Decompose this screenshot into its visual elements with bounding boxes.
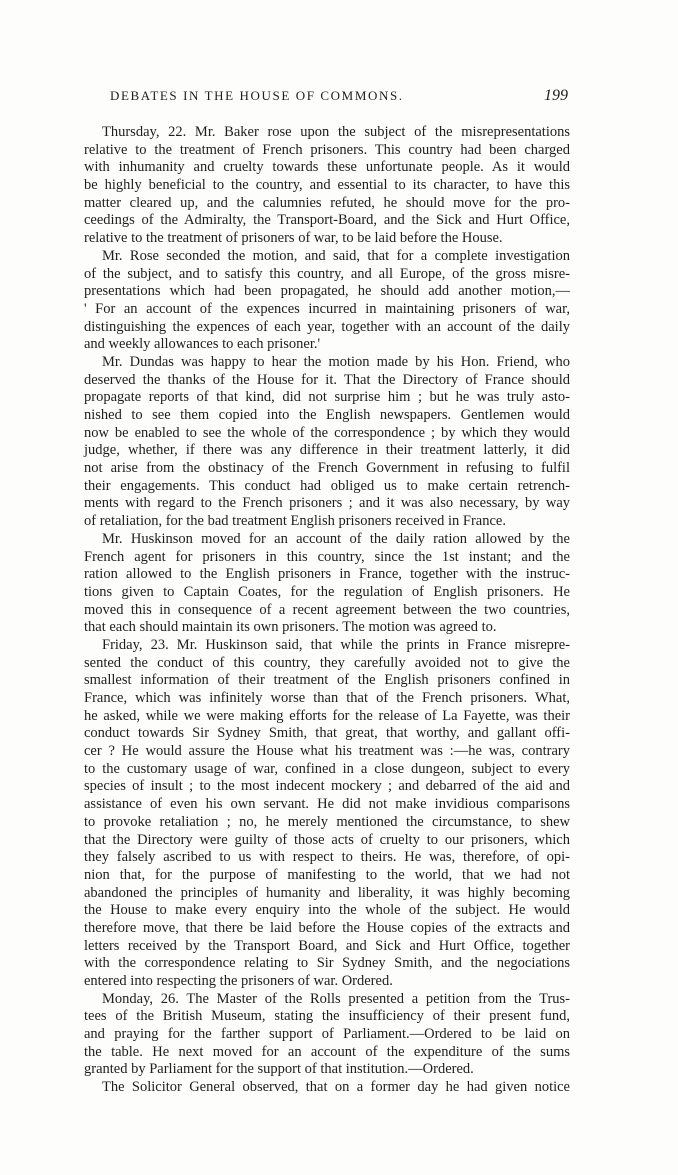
running-title: DEBATES IN THE HOUSE OF COMMONS. [110,88,404,103]
text-line: of the subject, and to satisfy this country, and all Europe, of the gross misre- [84,265,570,282]
text-line: deserved the thanks of the House for it. That the Directory of France should [84,371,570,388]
paragraph [84,124,570,248]
text-line: The Solicitor General observed, that on a former day he had given notice [102,1079,570,1096]
text-line: tions given to Captain Coates, for the regulation of English prisoners. He [84,583,570,600]
text-line: Thursday, 22. Mr. Baker rose upon the subject of the misrepresentations [102,124,570,140]
text-line: presentations which had been propagated, he should add another motion,— [84,283,570,300]
text-line: Mr. Rose seconded the motion, and said, that for a complete investigation [102,247,570,264]
text-line: cer ? He would assure the House what his treatment was :—he was, contrary [84,743,570,760]
text-line: he asked, while we were making efforts for the release of La Fayette, was their [84,707,570,724]
text-line: smallest information of their treatment of the English prisoners confined in [84,672,570,689]
text-line: letters received by the Transport Board, and Sick and Hurt Office, together [84,937,570,954]
text-line: with inhumanity and cruelty towards these unfortunate people. As it would [84,159,570,176]
text-line: nion that, for the purpose of manifesting to the world, that we had not [84,866,570,883]
text-line: distinguishing the expences of each year, together with an account of the daily [84,318,570,335]
page-number: 199 [544,87,568,104]
running-head [88,88,568,110]
text-line: now be enabled to see the whole of the correspondence ; by which they would [84,424,570,441]
text-line: that the Directory were guilty of those acts of cruelty to our prisoners, which [84,831,570,848]
text-line: species of insult ; to the most indecent mockery ; and debarred of the aid and [84,778,570,795]
text-line: therefore move, that there be laid before the House copies of the extracts and [84,919,570,936]
text-line: matter cleared up, and the calumnies refuted, he should move for the pro- [84,194,570,211]
text-line: Mr. Dundas was happy to hear the motion made by his Hon. Friend, who [102,353,570,370]
text-line: their engagements. This conduct had obliged us to make certain retrench- [84,477,570,494]
text-line: Friday, 23. Mr. Huskinson said, that while the prints in France misrepre- [102,636,570,653]
text-line: nished to see them copied into the English newspapers. Gentlemen would [84,407,570,423]
text-line: ments with regard to the French prisoners ; and it was also necessary, by way [84,495,570,512]
text-line: granted by Parliament for the support of that institution.—Ordered. [84,1061,474,1078]
text-line: conduct towards Sir Sydney Smith, that great, that worthy, and gallant offi- [84,725,570,742]
paragraph [84,531,570,637]
text-line: ration allowed to the English prisoners in France, together with the instruc- [84,566,570,583]
text-line: French agent for prisoners in this country, since the 1st instant; and the [84,548,570,565]
text-line: abandoned the principles of humanity and liberality, it was highly becoming [84,884,570,901]
text-line: the House to make every enquiry into the whole of the subject. He would [84,902,570,919]
text-line: judge, whether, if there was any difference in their treatment latterly, it did [84,442,570,459]
text-line: to provoke retaliation ; no, he merely mentioned the circumstance, to shew [84,813,570,830]
paragraph [84,991,570,1079]
text-line: assistance of even his own servant. He did not make invidious comparisons [84,796,570,813]
paragraph [84,637,570,991]
text-line: Mr. Huskinson moved for an account of the daily ration allowed by the [102,530,570,547]
text-line: propagate reports of that kind, did not surprise him ; but he was truly asto- [84,389,570,406]
text-line: of retaliation, for the bad treatment English prisoners received in France. [84,513,506,530]
text-line: not arise from the obstinacy of the French Government in refusing to fulfil [84,460,570,477]
paragraph [84,1079,570,1097]
text-line: ' For an account of the expences incurred in maintaining prisoners of war, [84,300,570,317]
text-line: they falsely ascribed to us with respect to theirs. He was, therefore, of opi- [84,849,570,866]
paragraph [84,248,570,354]
text-line: tees of the British Museum, stating the insufficiency of their present fund, [84,1008,570,1025]
paragraph [84,354,570,531]
text-line: moved this in consequence of a recent agreement between the two countries, [84,601,570,618]
text-line: and praying for the farther support of Parliament.—Ordered to be laid on [84,1026,570,1043]
text-line: with the correspondence relating to Sir Sydney Smith, and the negociations [84,955,570,972]
text-line: to the customary usage of war, confined in a close dungeon, subject to every [84,760,570,777]
text-line: relative to the treatment of prisoners of war, to be laid before the House. [84,230,503,247]
text-line: ceedings of the Admiralty, the Transport-Board, and the Sick and Hurt Office, [84,212,570,229]
text-line: entered into respecting the prisoners of war. Ordered. [84,973,393,989]
text-line: relative to the treatment of French prisoners. This country had been charged [84,141,570,158]
text-line: and weekly allowances to each prisoner.' [84,336,321,353]
text-line: that each should maintain its own prisoners. The motion was agreed to. [84,619,497,636]
text-line: be highly beneficial to the country, and essential to its character, to have this [84,177,570,194]
text-line: France, which was infinitely worse than that of the French prisoners. What, [84,690,570,706]
text-line: Monday, 26. The Master of the Rolls presented a petition from the Trus- [102,990,570,1007]
body-text [84,124,570,1097]
text-line: sented the conduct of this country, they carefully avoided not to give the [84,654,570,671]
text-line: the table. He next moved for an account of the expenditure of the sums [84,1043,570,1060]
